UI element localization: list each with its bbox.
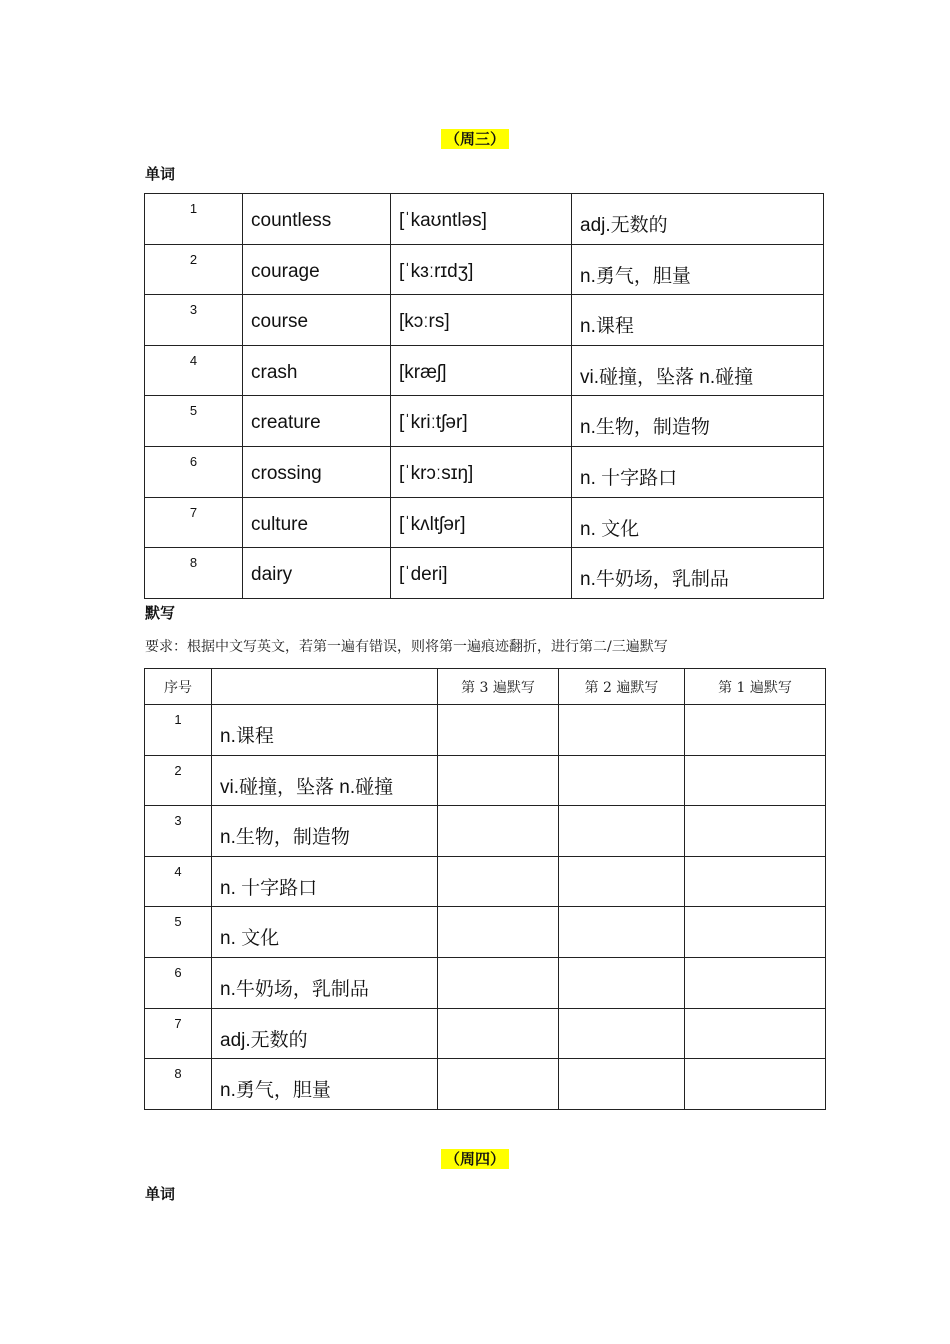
dictation-pass-2-blank[interactable] [559,705,685,756]
dictation-pass-1-blank[interactable] [685,755,826,806]
vocab-number-cell [145,396,243,447]
dictation-meaning: n.牛奶场，乳制品 [220,978,369,1000]
dictation-number-cell [145,856,212,907]
vocab-meaning: n.牛奶场，乳制品 [580,569,729,591]
dictation-meaning: n.生物，制造物 [220,827,350,849]
vocab-word-cell [243,497,391,548]
dictation-pass-2-blank[interactable] [559,907,685,958]
vocab-word-cell [243,295,391,346]
header-meaning [212,669,438,705]
dictation-row [145,806,826,857]
dictation-pass-2-blank[interactable] [559,957,685,1008]
header-pass-2: 第 2 遍默写 [559,669,685,705]
dictation-pass-1-blank[interactable] [685,957,826,1008]
dictation-number: 2 [174,762,182,778]
header-pass-3: 第 3 遍默写 [438,669,559,705]
dictation-meaning: n. 文化 [220,928,280,950]
dictation-pass-1-blank[interactable] [685,1059,826,1110]
header-number: 序号 [145,669,212,705]
day-title-thursday [0,1148,950,1169]
dictation-table [144,668,826,1110]
vocab-number: 2 [189,251,198,267]
vocab-number-cell [145,244,243,295]
vocab-ipa-cell [391,345,572,396]
vocab-ipa: [ˈkrɔːsɪŋ] [399,462,474,484]
vocab-row [145,345,824,396]
dictation-number: 7 [174,1015,182,1031]
dictation-meaning: adj.无数的 [220,1029,308,1051]
vocab-meaning-cell [572,396,824,447]
vocab-meaning: n.生物，制造物 [580,417,710,439]
vocab-number-cell [145,548,243,599]
vocab-row [145,497,824,548]
dictation-meaning-cell [212,1008,438,1059]
vocab-ipa-cell [391,446,572,497]
vocab-row [145,548,824,599]
vocab-number-cell [145,345,243,396]
vocab-row [145,194,824,245]
vocab-ipa: [ˈkriːtʃər] [399,412,468,434]
vocab-number: 7 [189,504,198,520]
dictation-number: 8 [174,1066,182,1082]
vocab-number: 6 [189,453,198,469]
dictation-number-cell [145,957,212,1008]
vocab-word-cell [243,446,391,497]
vocab-number: 3 [189,302,198,318]
vocab-ipa: [kræʃ] [399,361,447,383]
vocab-row [145,396,824,447]
vocab-ipa: [ˈkaʊntləs] [399,210,487,231]
dictation-pass-1-blank[interactable] [685,1008,826,1059]
vocab-meaning: n.勇气，胆量 [580,265,691,287]
vocab-meaning: n.课程 [580,316,634,338]
dictation-pass-2-blank[interactable] [559,1059,685,1110]
dictation-pass-3-blank[interactable] [438,957,559,1008]
dictation-meaning: n. 十字路口 [220,877,318,899]
dictation-meaning-cell [212,907,438,958]
vocab-number: 1 [189,201,198,216]
vocab-ipa-cell [391,194,572,245]
vocab-word-cell [243,396,391,447]
vocab-word-cell [243,244,391,295]
vocab-row [145,244,824,295]
dictation-pass-2-blank[interactable] [559,1008,685,1059]
vocab-ipa-cell [391,548,572,599]
vocab-meaning-cell [572,194,824,245]
vocab-word: countless [251,210,332,231]
dictation-pass-2-blank[interactable] [559,755,685,806]
dictation-meaning-cell [212,957,438,1008]
dictation-number: 4 [174,863,182,879]
vocab-ipa-cell [391,497,572,548]
vocab-word: culture [251,513,309,535]
vocab-ipa-cell [391,244,572,295]
vocab-ipa-cell [391,396,572,447]
dictation-row [145,957,826,1008]
dictation-pass-3-blank[interactable] [438,1059,559,1110]
dictation-meaning-cell [212,806,438,857]
dictation-number-cell [145,755,212,806]
vocab-word-cell [243,194,391,245]
vocab-number-cell [145,194,243,245]
vocab-ipa-cell [391,295,572,346]
dictation-pass-3-blank[interactable] [438,705,559,756]
dictation-row [145,856,826,907]
dictation-meaning: n.课程 [220,726,274,747]
vocab-number-cell [145,295,243,346]
vocab-meaning-cell [572,446,824,497]
vocab-meaning: n. 文化 [580,518,640,540]
dictation-row [145,1059,826,1110]
vocab-meaning: vi.碰撞，坠落 n.碰撞 [580,366,754,388]
vocab-section-label-thursday: 单词 [145,1185,176,1203]
day-title-wednesday [0,128,950,149]
dictation-pass-3-blank[interactable] [438,755,559,806]
dictation-meaning: vi.碰撞，坠落 n.碰撞 [220,776,394,798]
dictation-pass-1-blank[interactable] [685,856,826,907]
vocab-section-label: 单词 [145,165,176,183]
vocab-ipa: [ˈkʌltʃər] [399,513,466,535]
dictation-meaning: n.勇气，胆量 [220,1080,331,1102]
vocab-meaning: adj.无数的 [580,215,668,236]
vocab-meaning-cell [572,548,824,599]
dictation-row [145,705,826,756]
day-title-text: （周四） [441,1149,509,1169]
vocab-word: courage [251,260,320,282]
dictation-pass-2-blank[interactable] [559,806,685,857]
vocab-row [145,295,824,346]
dictation-meaning-cell [212,705,438,756]
dictation-number-cell [145,1008,212,1059]
dictation-section-label: 默写 [145,604,176,622]
vocab-meaning-cell [572,497,824,548]
dictation-pass-3-blank[interactable] [438,856,559,907]
dictation-pass-2-blank[interactable] [559,856,685,907]
vocab-meaning-cell [572,345,824,396]
vocab-word: crossing [251,462,322,484]
dictation-meaning-cell [212,856,438,907]
vocab-meaning-cell [572,295,824,346]
vocab-word: creature [251,412,321,434]
dictation-number-cell [145,705,212,756]
dictation-number: 6 [174,964,182,980]
dictation-requirement: 要求：根据中文写英文，若第一遍有错误，则将第一遍痕迹翻折，进行第二/三遍默写 [145,639,668,655]
header-pass-1: 第 1 遍默写 [685,669,826,705]
dictation-number: 3 [174,813,182,829]
vocab-word-cell [243,548,391,599]
dictation-pass-1-blank[interactable] [685,705,826,756]
vocab-word: crash [251,361,298,383]
vocab-table [144,193,824,599]
dictation-pass-3-blank[interactable] [438,1008,559,1059]
vocab-ipa: [ˈderi] [399,564,448,586]
dictation-number-cell [145,806,212,857]
vocab-ipa: [kɔːrs] [399,311,450,333]
vocab-ipa: [ˈkɜːrɪdʒ] [399,260,474,282]
dictation-number-cell [145,907,212,958]
vocab-number-cell [145,497,243,548]
dictation-pass-1-blank[interactable] [685,806,826,857]
dictation-pass-3-blank[interactable] [438,806,559,857]
dictation-row [145,907,826,958]
dictation-number-cell [145,1059,212,1110]
dictation-pass-1-blank[interactable] [685,907,826,958]
vocab-number-cell [145,446,243,497]
vocab-number: 5 [189,403,198,419]
dictation-row [145,755,826,806]
dictation-row [145,1008,826,1059]
vocab-row [145,446,824,497]
vocab-number: 8 [189,555,198,571]
dictation-meaning-cell [212,1059,438,1110]
dictation-meaning-cell [212,755,438,806]
day-title-text: （周三） [441,129,509,149]
vocab-number: 4 [189,352,198,368]
vocab-meaning: n. 十字路口 [580,467,678,489]
vocab-meaning-cell [572,244,824,295]
vocab-word-cell [243,345,391,396]
vocab-word: course [251,311,309,333]
dictation-number: 1 [174,712,182,727]
dictation-pass-3-blank[interactable] [438,907,559,958]
dictation-number: 5 [174,914,182,930]
vocab-word: dairy [251,564,293,586]
